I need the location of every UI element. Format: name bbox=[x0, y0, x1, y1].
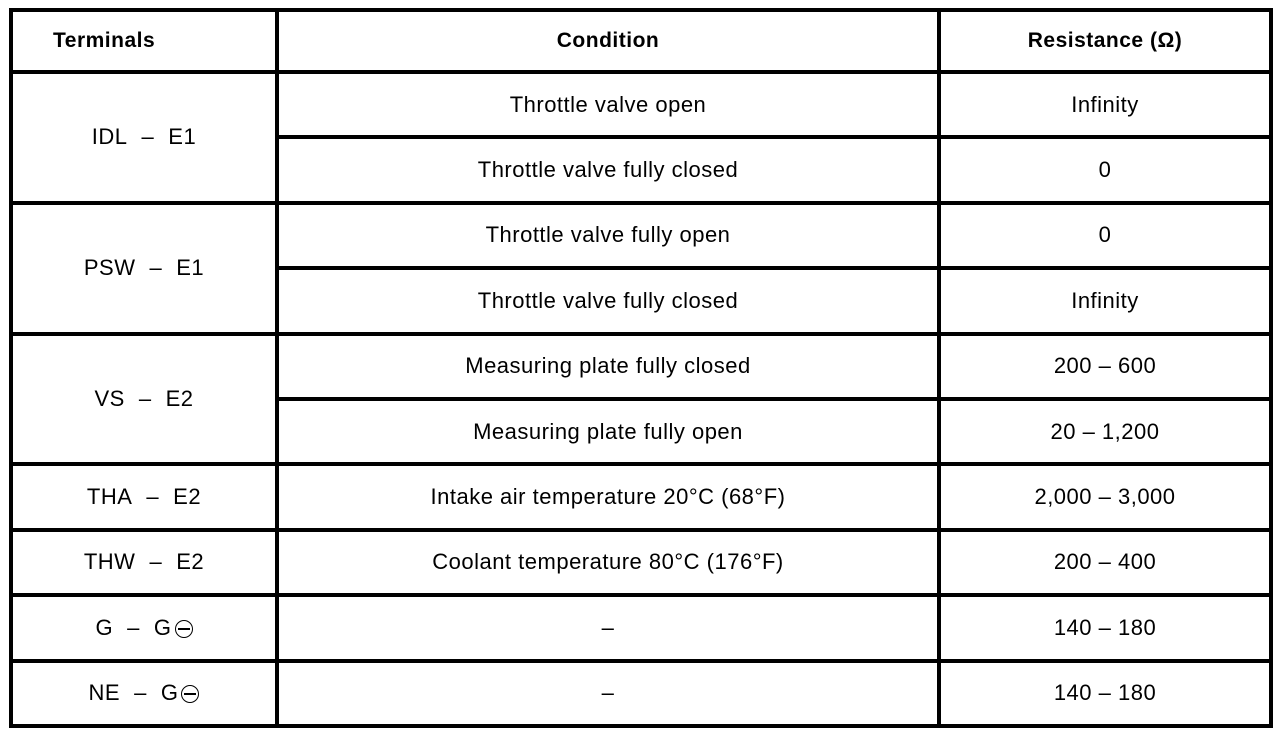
terminal-b: G bbox=[153, 614, 172, 640]
condition-cell: Throttle valve open bbox=[277, 72, 939, 137]
condition-cell: – bbox=[277, 595, 939, 660]
terminal-cell bbox=[11, 595, 277, 660]
condition-cell: Throttle valve fully open bbox=[277, 203, 939, 268]
table-row bbox=[11, 530, 1271, 595]
terminal-separator: – bbox=[138, 385, 152, 411]
terminal-separator: – bbox=[134, 680, 147, 706]
header-condition: Condition bbox=[277, 10, 939, 72]
condition-cell: Throttle valve fully closed bbox=[277, 137, 939, 202]
header-terminals: Terminals bbox=[11, 10, 277, 72]
terminal-separator: – bbox=[127, 614, 140, 640]
terminal-b: G bbox=[160, 680, 179, 706]
terminal-a: NE bbox=[88, 680, 121, 706]
condition-cell: – bbox=[277, 661, 939, 726]
resistance-cell: 20 – 1,200 bbox=[939, 399, 1271, 464]
resistance-cell: 2,000 – 3,000 bbox=[939, 464, 1271, 529]
resistance-cell: 200 – 400 bbox=[939, 530, 1271, 595]
terminal-a: PSW bbox=[83, 255, 136, 281]
condition-cell: Throttle valve fully closed bbox=[277, 268, 939, 333]
terminal-separator: – bbox=[146, 484, 160, 510]
terminal-cell bbox=[11, 334, 277, 465]
terminal-b: E2 bbox=[176, 549, 205, 575]
terminal-separator: – bbox=[141, 124, 155, 150]
condition-cell: Intake air temperature 20°C (68°F) bbox=[277, 464, 939, 529]
condition-cell: Measuring plate fully closed bbox=[277, 334, 939, 399]
header-resistance: Resistance (Ω) bbox=[939, 10, 1271, 72]
resistance-cell: 140 – 180 bbox=[939, 661, 1271, 726]
terminal-cell bbox=[11, 203, 277, 334]
resistance-cell: Infinity bbox=[939, 72, 1271, 137]
circled-minus-icon bbox=[175, 620, 193, 638]
table-row bbox=[11, 72, 1271, 137]
table-row bbox=[11, 464, 1271, 529]
terminal-b: E1 bbox=[176, 255, 205, 281]
terminal-b: E2 bbox=[165, 385, 194, 411]
terminal-cell bbox=[11, 72, 277, 203]
table-row bbox=[11, 203, 1271, 268]
resistance-spec-table bbox=[9, 8, 1273, 728]
header-row bbox=[11, 10, 1271, 72]
condition-cell: Coolant temperature 80°C (176°F) bbox=[277, 530, 939, 595]
terminal-cell bbox=[11, 661, 277, 726]
terminal-a: G bbox=[95, 614, 114, 640]
table-row bbox=[11, 661, 1271, 726]
resistance-cell: Infinity bbox=[939, 268, 1271, 333]
terminal-a: THA bbox=[86, 484, 133, 510]
terminal-a: VS bbox=[94, 385, 125, 411]
terminal-a: THW bbox=[83, 549, 136, 575]
resistance-cell: 140 – 180 bbox=[939, 595, 1271, 660]
terminal-cell bbox=[11, 530, 277, 595]
resistance-cell: 0 bbox=[939, 137, 1271, 202]
terminal-a: IDL bbox=[91, 124, 128, 150]
terminal-b: E1 bbox=[168, 124, 197, 150]
terminal-b: E2 bbox=[173, 484, 202, 510]
resistance-cell: 200 – 600 bbox=[939, 334, 1271, 399]
terminal-separator: – bbox=[149, 549, 163, 575]
table-row bbox=[11, 595, 1271, 660]
terminal-cell bbox=[11, 464, 277, 529]
circled-minus-icon bbox=[181, 685, 199, 703]
resistance-cell: 0 bbox=[939, 203, 1271, 268]
condition-cell: Measuring plate fully open bbox=[277, 399, 939, 464]
terminal-separator: – bbox=[149, 255, 163, 281]
table-row bbox=[11, 334, 1271, 399]
